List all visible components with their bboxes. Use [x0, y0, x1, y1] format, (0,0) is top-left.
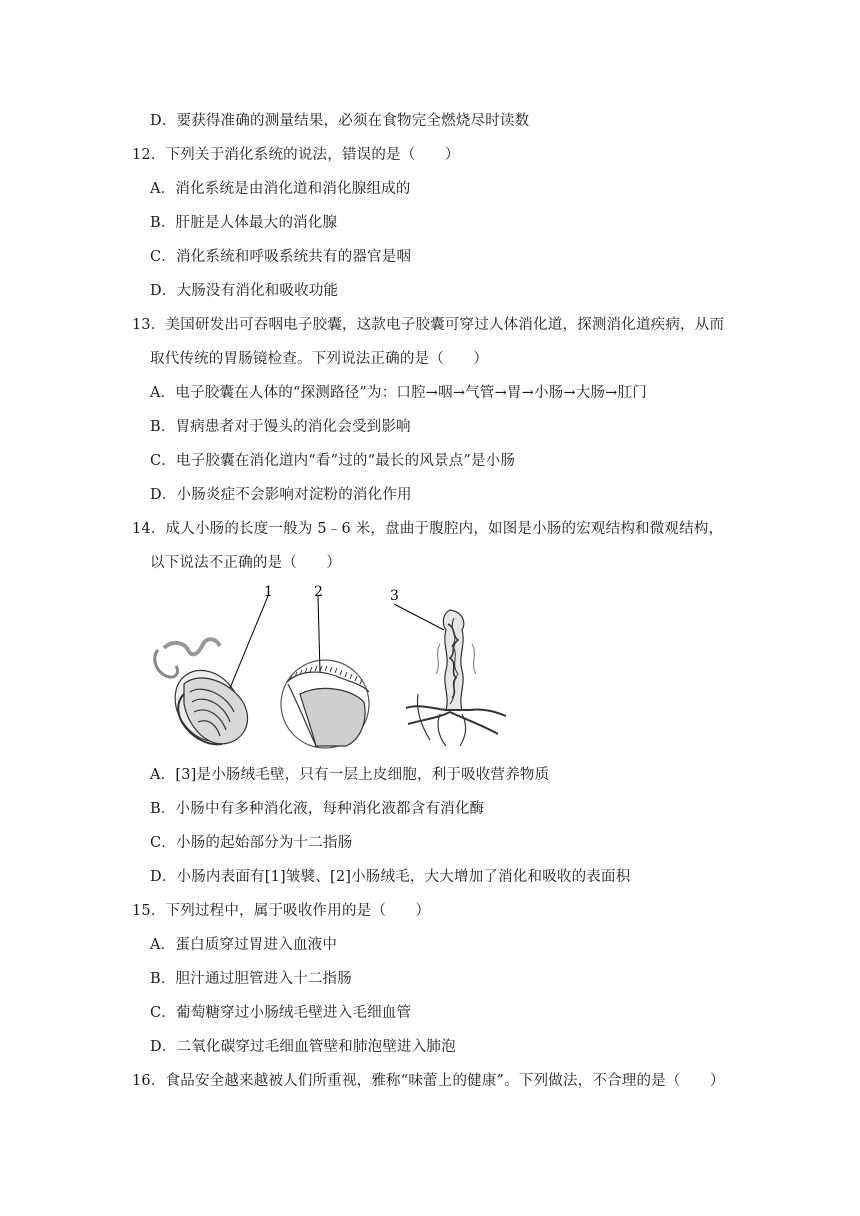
q14-option-c: C．小肠的起始部分为十二指肠: [150, 835, 353, 851]
question-16: 16．食品安全越来越被人们所重视，雅称“味蕾上的健康”。下列做法，不合理的是（ ）: [132, 1073, 725, 1089]
q14-option-b: B．小肠中有多种消化液，每种消化液都含有消化酶: [150, 801, 485, 817]
q12-option-b: B．肝脏是人体最大的消化腺: [150, 215, 338, 231]
villus-drawing: [394, 604, 506, 746]
q14-option-a: A．[3]是小肠绒毛壁，只有一层上皮细胞，利于吸收营养物质: [150, 767, 550, 783]
q15-option-d: D．二氧化碳穿过毛细血管壁和肺泡壁进入肺泡: [150, 1039, 456, 1055]
q11-option-d: D．要获得准确的测量结果，必须在食物完全燃烧尽时读数: [150, 113, 530, 129]
question-13-line-1: 13．美国研发出可吞咽电子胶囊，这款电子胶囊可穿过人体消化道，探测消化道疾病，从而: [132, 317, 725, 333]
question-15: 15．下列过程中，属于吸收作用的是（ ）: [132, 903, 431, 919]
question-12: 12．下列关于消化系统的说法，错误的是（ ）: [132, 147, 460, 163]
figure-label-3: 3: [390, 588, 399, 604]
q12-option-c: C．消化系统和呼吸系统共有的器官是咽: [150, 249, 412, 265]
villi-section-drawing: [281, 596, 369, 748]
small-intestine-figure: [150, 584, 520, 750]
q12-option-d: D．大肠没有消化和吸收功能: [150, 283, 339, 299]
q15-option-c: C．葡萄糖穿过小肠绒毛壁进入毛细血管: [150, 1005, 412, 1021]
intestine-segment-drawing: [155, 596, 268, 750]
q13-option-a: A．电子胶囊在人体的“探测路径”为：口腔→咽→气管→胃→小肠→大肠→肛门: [150, 385, 647, 401]
figure-label-2: 2: [314, 584, 323, 600]
q13-option-b: B．胃病患者对于馒头的消化会受到影响: [150, 419, 411, 435]
q14-option-d: D．小肠内表面有[1]皱襞、[2]小肠绒毛，大大增加了消化和吸收的表面积: [150, 869, 631, 885]
figure-label-1: 1: [264, 584, 273, 600]
q15-option-b: B．胆汁通过胆管进入十二指肠: [150, 971, 352, 987]
question-14-line-2: 以下说法不正确的是（ ）: [150, 555, 342, 571]
question-13-line-2: 取代传统的胃肠镜检查。下列说法正确的是（ ）: [150, 351, 489, 367]
q13-option-c: C．电子胶囊在消化道内“看”过的“最长的风景点”是小肠: [150, 453, 516, 469]
question-14-line-1: 14．成人小肠的长度一般为 5﹣6 米，盘曲于腹腔内，如图是小肠的宏观结构和微观结构，: [132, 521, 724, 537]
q15-option-a: A．蛋白质穿过胃进入血液中: [150, 937, 338, 953]
q12-option-a: A．消化系统是由消化道和消化腺组成的: [150, 181, 411, 197]
q13-option-d: D．小肠炎症不会影响对淀粉的消化作用: [150, 487, 412, 503]
